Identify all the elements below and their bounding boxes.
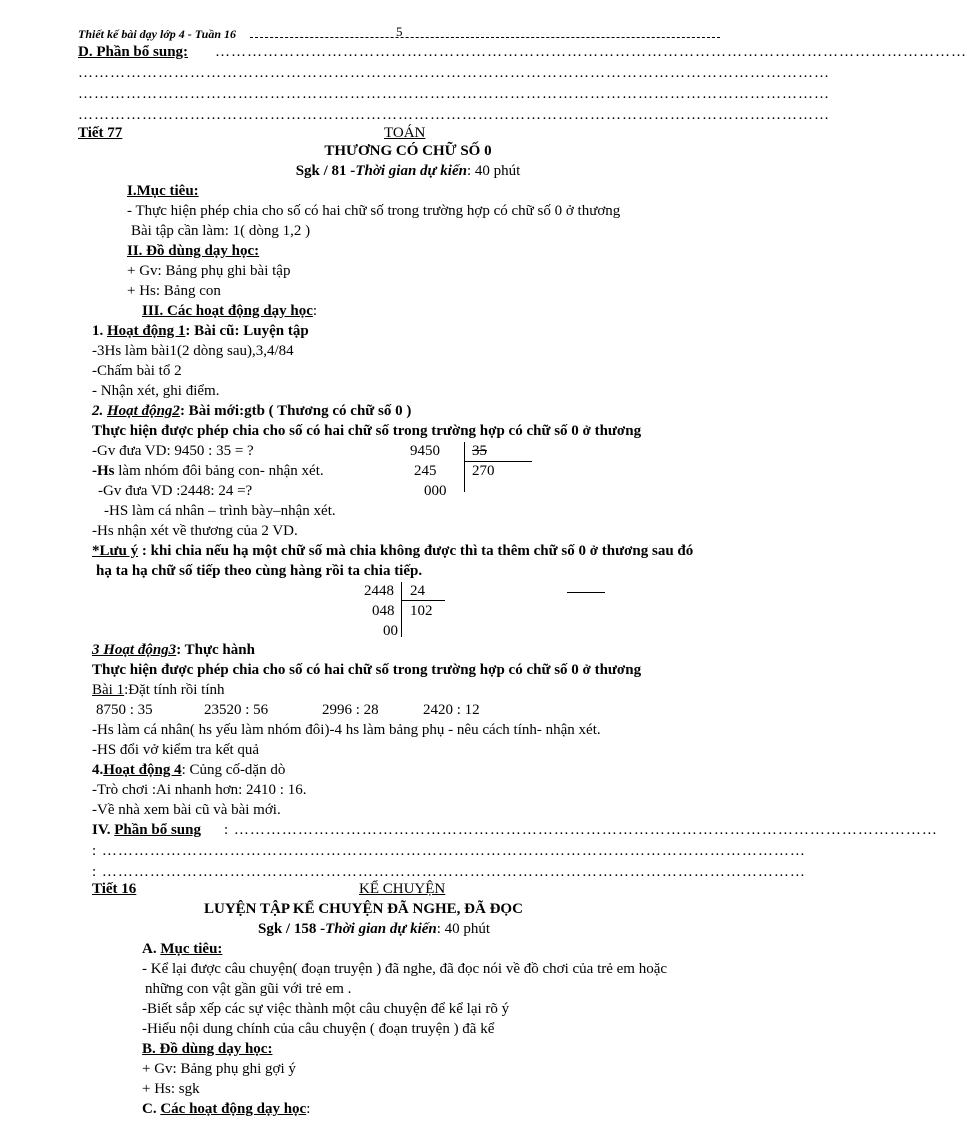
lesson77-activities-heading: III. Các hoạt động dạy học: [142,303,318,319]
activity1-line: - Nhận xét, ghi điểm. [92,383,220,399]
lesson77-title: THƯƠNG CÓ CHỮ SỐ 0 [324,143,492,159]
division2-remainder: 00 [383,623,398,639]
activity4-line: -Về nhà xem bài cũ và bài mới. [92,802,281,818]
lesson16-sgk: Sgk / 158 -Thời gian dự kiến: 40 phút [258,921,491,937]
activity2-heading: 2. Hoạt động2: Bài mới:gtb ( Thương có chữ số 0 ) [92,403,412,419]
exercise1-item: 8750 : 35 [96,702,153,718]
activity3-heading: 3 Hoạt động3: Thực hành [92,642,255,658]
dotted-line: …………………………………………………………………………………………………………………………… [78,107,830,123]
activity2-line: -Gv đưa VD: 9450 : 35 = ? [92,443,254,459]
note-line: hạ ta hạ chữ số tiếp theo cùng hàng rồi ta chia tiếp. [96,563,423,579]
supplement-d-label: D. Phần bổ sung: [78,44,189,60]
activity2-line: -Hs làm nhóm đôi bảng con- nhận xét. [92,463,324,479]
lesson77-period: Tiết 77 [78,125,123,141]
exercise1-item: 23520 : 56 [204,702,269,718]
activity2-line: -Hs nhận xét về thương của 2 VD. [92,523,298,539]
lesson77-tools-gv: + Gv: Bảng phụ ghi bài tập [127,263,291,279]
lesson16-tools-heading: B. Đồ dùng dạy học: [142,1041,273,1057]
lesson77-objective-2: Bài tập cần làm: 1( dòng 1,2 ) [131,223,311,239]
lesson77-sgk: Sgk / 81 -Thời gian dự kiến: 40 phút [295,163,521,179]
dotted-line: : …………………………………………………………………………………………………………………… [224,822,938,838]
dotted-line: …………………………………………………………………………………………………………………………… [215,44,967,60]
lesson77-tools-hs: + Hs: Bảng con [127,283,221,299]
lesson77-objectives-heading: I.Mục tiêu: [127,183,199,199]
header-rule [250,37,720,38]
division2-dividend: 2448 [364,583,394,599]
exercise1-item: 2996 : 28 [322,702,379,718]
lesson16-activities-heading: C. Các hoạt động dạy học: [142,1101,311,1117]
lesson16-title: LUYỆN TẬP KỂ CHUYỆN ĐÃ NGHE, ĐÃ ĐỌC [204,901,523,917]
activity2-line: -HS làm cá nhân – trình bày–nhận xét. [104,503,336,519]
note-line: *Lưu ý : khi chia nếu hạ một chữ số mà chia không được thì ta thêm chữ số 0 ở thương sau đó [92,543,694,559]
blank-rule [567,592,605,593]
activity3-line: -HS đổi vở kiểm tra kết quả [92,742,260,758]
lesson16-subject: KỂ CHUYỆN [359,881,446,897]
lesson16-tools-hs: + Hs: sgk [142,1081,200,1097]
exercise1-item: 2420 : 12 [423,702,480,718]
lesson16-objective: - Kể lại được câu chuyện( đoạn truyện ) đã nghe, đã đọc nói về đồ chơi của trẻ em hoặc [142,961,668,977]
lesson16-objective: -Hiểu nội dung chính của câu chuyện ( đoạn truyện ) đã kể [142,1021,495,1037]
exercise1-heading: Bài 1:Đặt tính rồi tính [92,682,225,698]
lesson16-objective: -Biết sắp xếp các sự việc thành một câu chuyện để kể lại rõ ý [142,1001,510,1017]
lesson16-tools-gv: + Gv: Bảng phụ ghi gợi ý [142,1061,296,1077]
lesson16-objective: những con vật gần gũi với trẻ em . [145,981,352,997]
activity3-goal: Thực hiện được phép chia cho số có hai chữ số trong trường hợp có chữ số 0 ở thương [92,662,642,678]
page-number: 5 [396,24,403,39]
dotted-line: …………………………………………………………………………………………………………………………… [78,65,830,81]
division1-remainder: 000 [424,483,447,499]
supplement-iv-label: IV. Phần bổ sung [92,822,201,838]
lesson77-subject: TOÁN [384,125,426,141]
dotted-line: : …………………………………………………………………………………………………………………… [92,864,806,880]
division1-bar [464,442,465,492]
activity2-line: -Gv đưa VD :2448: 24 =? [98,483,253,499]
header-title: Thiết kế bài dạy lớp 4 - Tuần 16 [78,27,236,41]
activity1-line: -Chấm bài tổ 2 [92,363,182,379]
lesson16-objectives-heading: A. Mục tiêu: [142,941,223,957]
division2-quotient: 102 [410,603,433,619]
division2-rule [401,600,445,601]
dotted-line: …………………………………………………………………………………………………………………………… [78,86,830,102]
lesson16-period: Tiết 16 [92,881,137,897]
division2-divisor: 24 [410,583,425,599]
division1-dividend: 9450 [410,443,440,459]
lesson77-objective-1: - Thực hiện phép chia cho số có hai chữ số trong trường hợp có chữ số 0 ở thương [127,203,621,219]
division1-divisor: 35 [472,443,487,459]
activity3-line: -Hs làm cá nhân( hs yếu làm nhóm đôi)-4 hs làm bảng phụ - nêu cách tính- nhận xét. [92,722,601,738]
division1-remainder: 245 [414,463,437,479]
division2-bar [401,582,402,637]
division2-remainder: 048 [372,603,395,619]
activity4-line: -Trò chơi :Ai nhanh hơn: 2410 : 16. [92,782,307,798]
activity2-goal: Thực hiện được phép chia cho số có hai chữ số trong trường hợp có chữ số 0 ở thương [92,423,642,439]
division1-quotient: 270 [472,463,495,479]
activity1-line: -3Hs làm bài1(2 dòng sau),3,4/84 [92,343,294,359]
lesson77-tools-heading: II. Đồ dùng dạy học: [127,243,260,259]
dotted-line: : …………………………………………………………………………………………………………………… [92,843,806,859]
activity1-heading: 1. Hoạt động 1: Bài cũ: Luyện tập [92,323,309,339]
activity4-heading: 4.Hoạt động 4: Củng cố-dặn dò [92,762,286,778]
